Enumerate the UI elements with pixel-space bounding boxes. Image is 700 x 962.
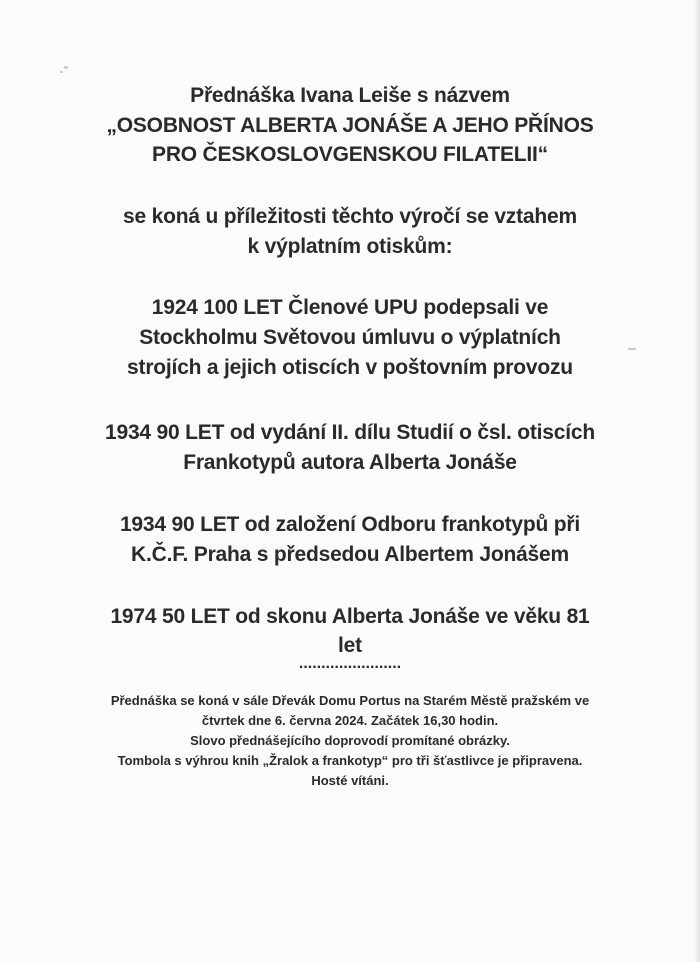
title-line-1: Přednáška Ivana Leiše s názvem — [190, 84, 510, 107]
footer-line-4: Tombola s výhrou knih „Žralok a frankotyp“ pro tři šťastlivce je připravena. — [117, 753, 583, 768]
anniversary-3-line-1: 1934 90 LET od založení Odboru frankotypů při — [119, 513, 581, 536]
occasion-line-2: k výplatním otiskům: — [247, 235, 453, 258]
footer-line-5: Hosté vítáni. — [311, 773, 389, 788]
separator-dots: ....................... — [298, 655, 402, 672]
footer-line-2: čtvrtek dne 6. června 2024. Začátek 16,30 hodin. — [201, 713, 499, 728]
title-line-2: „OSOBNOST ALBERTA JONÁŠE A JEHO PŘÍNOS — [106, 114, 594, 137]
anniversary-1-line-2: Stockholmu Světovou úmluvu o výplatních — [139, 326, 561, 349]
anniversary-2-line-1: 1934 90 LET od vydání II. dílu Studií o čsl. otiscích — [104, 421, 596, 444]
title-line-3: PRO ČESKOSLOVGENSKOU FILATELII“ — [152, 143, 548, 166]
anniversary-2-line-2: Frankotypů autora Alberta Jonáše — [183, 451, 517, 474]
anniversary-1-line-3: strojích a jejich otiscích v poštovním provozu — [127, 356, 573, 379]
footer-line-1: Přednáška se koná v sále Dřevák Domu Portus na Starém Městě pražském ve — [110, 693, 590, 708]
paper-speck — [60, 71, 63, 73]
occasion-line-1: se koná u příležitosti těchto výročí se vztahem — [123, 205, 577, 228]
anniversary-4-line-2: let — [338, 634, 362, 657]
paper-speck — [64, 66, 68, 69]
anniversary-1-line-1: 1924 100 LET Členové UPU podepsali ve — [151, 296, 549, 319]
footer-line-3: Slovo přednášejícího doprovodí promítané obrázky. — [190, 733, 510, 748]
anniversary-4-line-1: 1974 50 LET od skonu Alberta Jonáše ve věku 81 — [110, 605, 590, 628]
anniversary-3-line-2: K.Č.F. Praha s předsedou Albertem Jonášem — [131, 543, 569, 566]
